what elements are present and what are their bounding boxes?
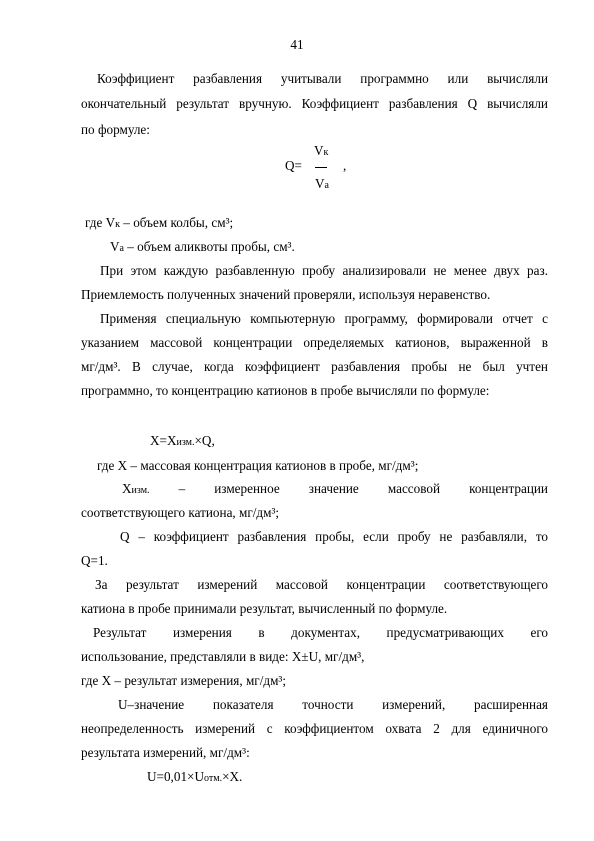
formula-x: X=Xизм.×Q, xyxy=(150,433,215,448)
paragraph-1-line-2: окончательный результат вручную. Коэффициент разбавления Q вычисляли xyxy=(81,96,548,111)
paragraph-5-line-1: Результат измерения в документах, предусматривающих его xyxy=(93,625,548,640)
page-number: 41 xyxy=(290,37,304,52)
paragraph-5-line-2: использование, представляли в виде: X±U, мг/дм³, xyxy=(81,649,365,664)
paragraph-3-line-3: мг/дм³. В случае, когда коэффициент разбавления пробы не был учтен xyxy=(81,359,548,374)
paragraph-2-line-1: При этом каждую разбавленную пробу анализировали не менее двух раз. xyxy=(100,263,548,278)
definition-xizm-line-2: соответствующего катиона, мг/дм³; xyxy=(81,505,280,520)
paragraph-1-line-1: Коэффициент разбавления учитывали программно или вычисляли xyxy=(97,71,548,86)
definition-xizm-line-1: Xизм. – измеренное значение массовой концентрации xyxy=(122,481,548,496)
paragraph-3-line-1: Применяя специальную компьютерную программу, формировали отчет с xyxy=(100,311,548,326)
paragraph-2-line-2: Приемлемость полученных значений проверяли, используя неравенство. xyxy=(81,287,491,302)
paragraph-4-line-2: катиона в пробе принимали результат, вычисленный по формуле. xyxy=(81,601,448,616)
paragraph-6-line-2: неопределенность измерений с коэффициентом охвата 2 для единичного xyxy=(81,721,548,736)
paragraph-6-line-1: U–значение показателя точности измерений, расширенная xyxy=(118,697,548,712)
paragraph-5-line-3: где X – результат измерения, мг/дм³; xyxy=(81,673,287,688)
formula-q-lhs: Q= xyxy=(285,158,302,173)
definition-q-line-2: Q=1. xyxy=(81,553,108,568)
paragraph-3-line-4: программно, то концентрацию катионов в пробе вычисляли по формуле: xyxy=(81,383,490,398)
paragraph-6-line-3: результата измерений, мг/дм³: xyxy=(81,745,250,760)
paragraph-4-line-1: За результат измерений массовой концентрации соответствующего xyxy=(95,577,548,592)
definition-va: Vа – объем аликвоты пробы, см³. xyxy=(110,239,295,254)
formula-q-fraction-bar xyxy=(315,167,327,168)
definition-q-line-1: Q – коэффициент разбавления пробы, если пробу не разбавляли, то xyxy=(120,529,548,544)
formula-q-comma: , xyxy=(343,158,347,173)
definition-vk: где Vк – объем колбы, см³; xyxy=(85,215,234,230)
definition-x: где X – массовая концентрация катионов в пробе, мг/дм³; xyxy=(97,458,419,473)
paragraph-1-line-3: по формуле: xyxy=(81,122,150,137)
formula-q-denominator: Vа xyxy=(315,176,329,191)
formula-u: U=0,01×Uотм.×X. xyxy=(147,769,243,784)
formula-q-numerator: Vк xyxy=(314,143,329,158)
paragraph-3-line-2: указанием массовой концентрации определяемых катионов, выраженной в xyxy=(81,335,548,350)
